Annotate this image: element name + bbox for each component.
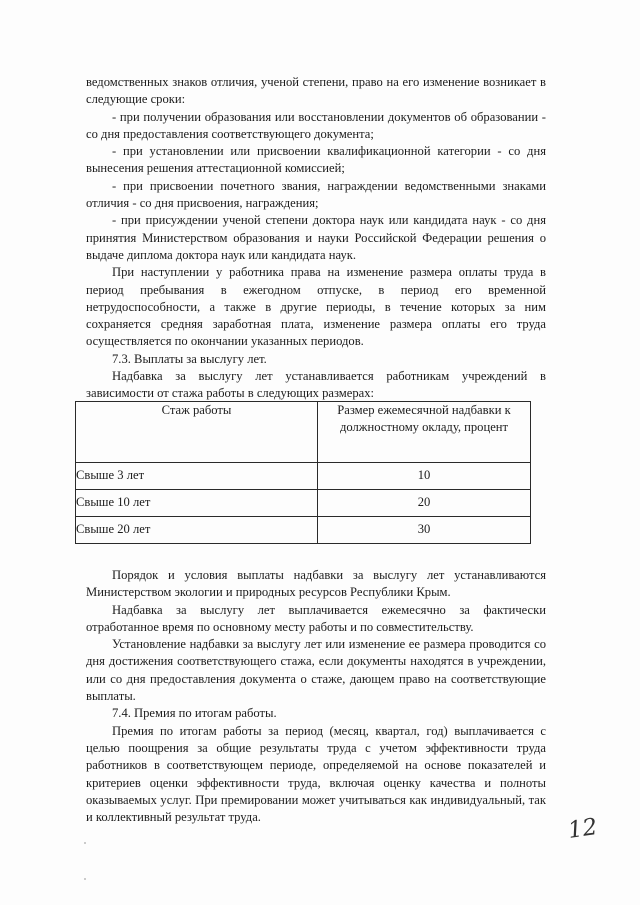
text-block-top <box>86 74 546 403</box>
page-number: 12 <box>566 814 599 844</box>
section-heading: 7.4. Премия по итогам работы. <box>112 706 277 721</box>
scan-artifact <box>84 878 86 880</box>
allowance-table <box>75 401 531 544</box>
paragraph: Надбавка за выслугу лет устанавливается работникам учреждений в зависимости от стажа работы в следующих размерах: <box>86 369 546 401</box>
paragraph: Надбавка за выслугу лет выплачивается ежемесячно за фактически отработанное время по основному месту работы и по совместительству. <box>86 602 546 634</box>
table-row <box>76 463 531 490</box>
table-cell-experience: Свыше 20 лет <box>76 517 318 544</box>
paragraph: Премия по итогам работы за период (месяц, квартал, год) выплачивается с целью поощрения за общие результаты труда с учетом эффективности труда работников в соответствующем периоде, определяемой на основе показателей и критериев оценки эффективности труда, включая оценку качества и полноты оказываемых услуг. При премировании может учитываться как индивидуальный, так и коллективный результат труда. <box>86 723 546 825</box>
table-cell-experience: Свыше 3 лет <box>76 463 318 490</box>
table-header-experience: Стаж работы <box>76 402 318 463</box>
table-cell-rate: 10 <box>318 463 531 490</box>
paragraph: При наступлении у работника права на изменение размера оплаты труда в период пребывания в ежегодном отпуске, в период его временной нетрудоспособности, а также в другие периоды, в течение которых за ним сохраняется средняя заработная плата, изменение размера оплаты его труда осуществляется по окончании указанных периодов. <box>86 265 546 349</box>
paragraph: ведомственных знаков отличия, ученой степени, право на его изменение возникает в следующие сроки: <box>86 75 546 107</box>
list-item: - при получении образования или восстановлении документов об образовании - со дня предоставления соответствующего документа; <box>86 109 546 141</box>
table-cell-experience: Свыше 10 лет <box>76 490 318 517</box>
table-cell-rate: 20 <box>318 490 531 517</box>
list-item: - при присвоении почетного звания, награждении ведомственными знаками отличия - со дня присвоения, награждения; <box>86 178 546 211</box>
section-heading: 7.3. Выплаты за выслугу лет. <box>112 351 267 366</box>
table-row <box>76 490 531 517</box>
table-header-row <box>76 402 531 463</box>
table-row <box>76 517 531 544</box>
list-item: - при присуждении ученой степени доктора наук или кандидата наук - со дня принятия Министерством образования и науки Российской Федерации решения о выдаче диплома доктора наук или кандидата наук. <box>86 213 546 262</box>
table-header-rate: Размер ежемесячной надбавки к должностному окладу, процент <box>318 402 531 463</box>
scan-artifact <box>84 842 86 844</box>
paragraph: Установление надбавки за выслугу лет или изменение ее размера проводится со дня достижения соответствующего стажа, если документы находятся в учреждении, или со дня предоставления документа о стаже, дающем право на соответствующие выплаты. <box>86 637 546 704</box>
paragraph: Порядок и условия выплаты надбавки за выслугу лет устанавливаются Министерством экологии и природных ресурсов Республики Крым. <box>86 568 546 600</box>
text-block-bottom <box>86 567 546 826</box>
table-cell-rate: 30 <box>318 517 531 544</box>
list-item: - при установлении или присвоении квалификационной категории - со дня вынесения решения аттестационной комиссией; <box>86 144 546 176</box>
